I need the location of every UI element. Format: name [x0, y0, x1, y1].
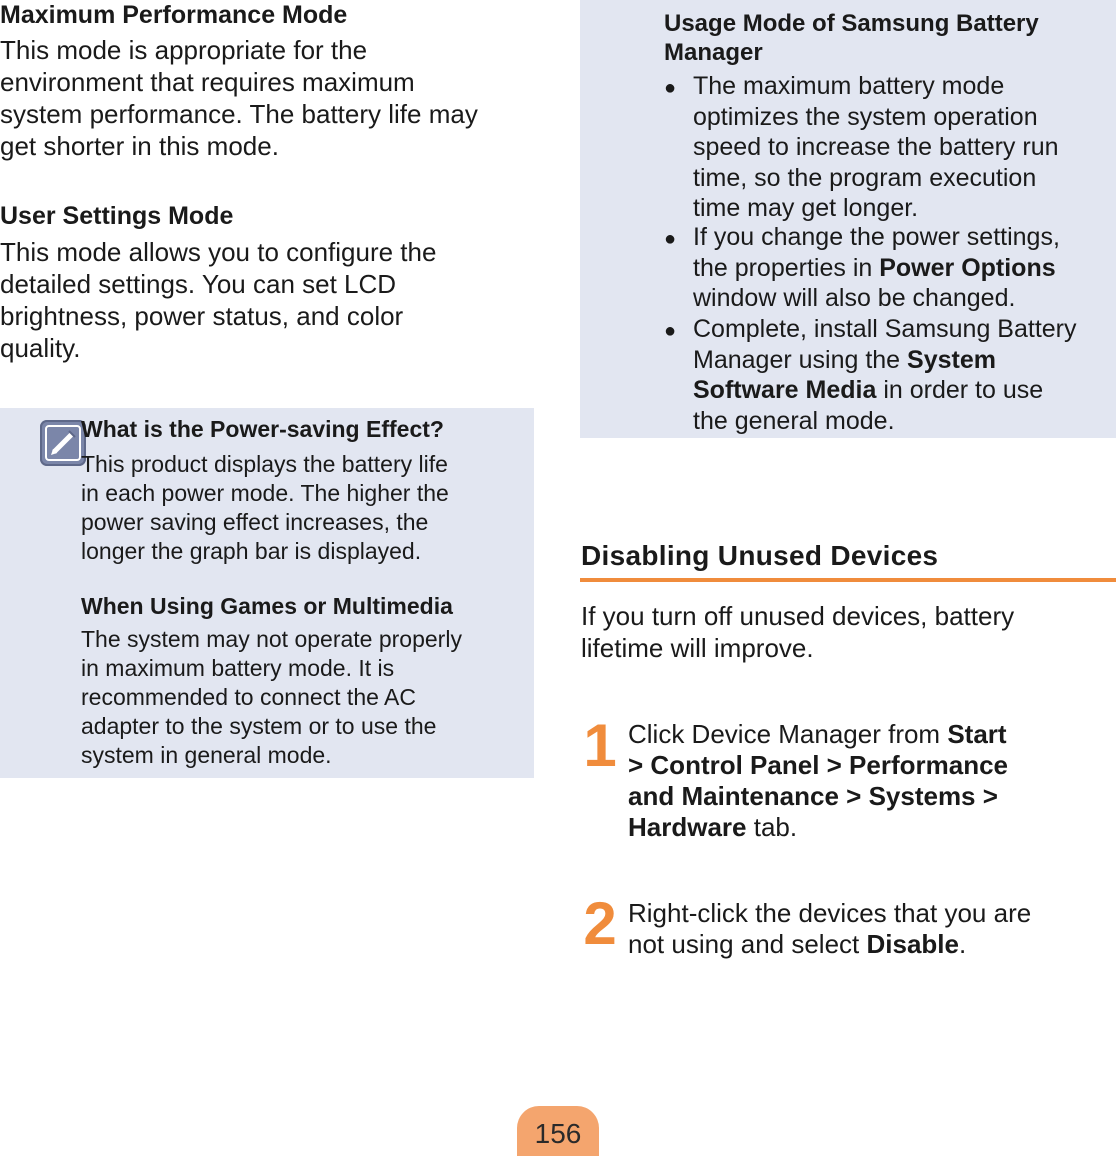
- usage-bullet-2: If you change the power settings, the properties in Power Options window will also be changed.: [693, 223, 1060, 312]
- section-intro: If you turn off unused devices, battery lifetime will improve.: [581, 601, 1015, 663]
- section-divider: [580, 578, 1116, 582]
- bullet-icon: ●: [664, 77, 677, 99]
- step-2-text: Right-click the devices that you are not using and select Disable.: [628, 898, 1032, 959]
- section-title: Disabling Unused Devices: [581, 540, 939, 571]
- page-number: 156: [534, 1118, 582, 1149]
- max-performance-heading: Maximum Performance Mode: [0, 1, 348, 29]
- note-title-power-saving: What is the Power-saving Effect?: [81, 416, 444, 442]
- user-settings-heading: User Settings Mode: [0, 202, 234, 230]
- step-1-text: Click Device Manager from Start > Control Panel > Performance and Maintenance > Systems > Hardware tab.: [628, 719, 1009, 842]
- note-text-power-saving: This product displays the battery life in each power mode. The higher the power saving effect increases, the longer the graph bar is displayed.: [81, 451, 449, 564]
- user-settings-text: This mode allows you to configure the detailed settings. You can set LCD brightness, power status, and color quality.: [0, 237, 437, 363]
- max-performance-text: This mode is appropriate for the environment that requires maximum system performance. The battery life may get shorter in this mode.: [0, 35, 478, 161]
- note-text-games-multimedia: The system may not operate properly in maximum battery mode. It is recommended to connect the AC adapter to the system or to use the system in general mode.: [81, 626, 462, 768]
- bullet-icon: ●: [664, 320, 677, 342]
- usage-bullet-3: Complete, install Samsung Battery Manager using the System Software Media in order to use the general mode.: [693, 315, 1077, 435]
- step-number-1: 1: [583, 712, 617, 779]
- step-number-2: 2: [583, 890, 617, 957]
- note-pencil-icon: [40, 420, 86, 466]
- bullet-icon: ●: [664, 228, 677, 250]
- usage-bullet-1: The maximum battery mode optimizes the system operation speed to increase the battery run time, so the program execution time may get longer.: [693, 72, 1059, 222]
- note-title-games-multimedia: When Using Games or Multimedia: [81, 593, 453, 619]
- usage-mode-title: Usage Mode of Samsung Battery Manager: [664, 10, 1039, 66]
